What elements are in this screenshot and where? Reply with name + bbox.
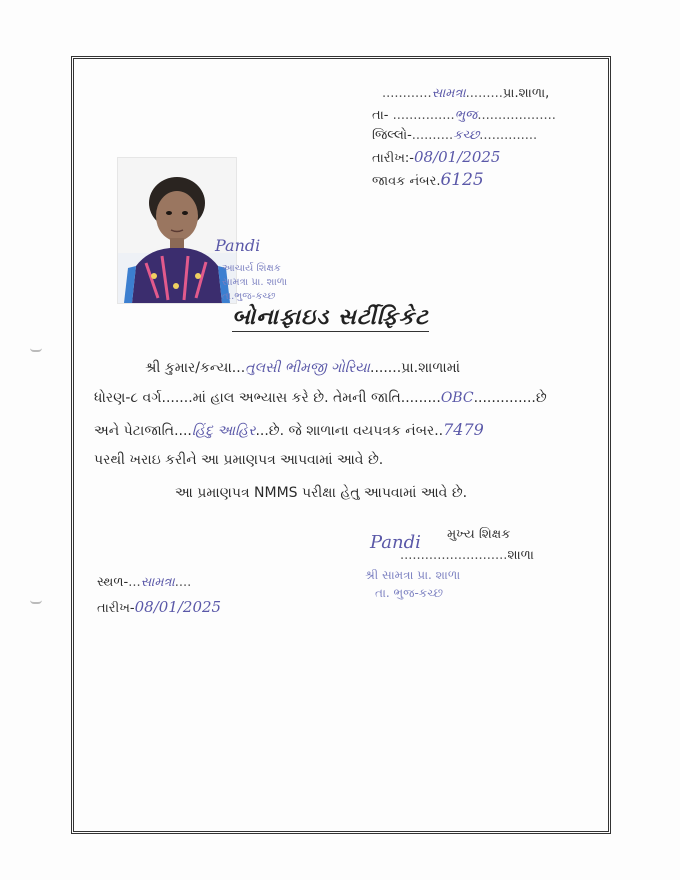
header-taluka: તા- ...............ભુજ................... bbox=[372, 108, 556, 123]
photo-stamp-line3: તા.ભુજ-કચ્છ bbox=[222, 291, 276, 302]
footer-date: તારીખ-08/01/2025 bbox=[97, 598, 222, 616]
header-district: જિલ્લો-..........કચ્છ.............. bbox=[372, 128, 538, 143]
header-school: ............સામત્રા.........પ્રા.શાળા, bbox=[382, 86, 550, 101]
header-outward-no: જાવક નંબર.6125 bbox=[372, 170, 484, 190]
district-value: કચ્છ bbox=[453, 128, 480, 143]
school-name: સામત્રા bbox=[431, 86, 466, 101]
photo-stamp-line1: આચાર્ય શિક્ષક bbox=[222, 263, 281, 274]
signature-stamp bbox=[365, 566, 460, 602]
punch-hole-bottom bbox=[30, 600, 42, 604]
signatory-school: ..........................શાળા bbox=[400, 548, 534, 563]
principal-signature: Pandi bbox=[370, 532, 421, 553]
stamp-line-2: તા. ભુજ-કચ્છ bbox=[375, 586, 443, 600]
signatory-title: મુખ્ય શિક્ષક bbox=[447, 527, 511, 542]
register-no-value: 7479 bbox=[443, 420, 484, 439]
body-line-4: પરથી ખરાઇ કરીને આ પ્રમાણપત્ર આપવામાં આવે છે. bbox=[94, 452, 384, 468]
footer-date-value: 08/01/2025 bbox=[134, 598, 222, 616]
outward-no-value: 6125 bbox=[440, 170, 484, 190]
footer-place: સ્થળ-...સામત્રા.... bbox=[97, 575, 192, 590]
subcaste-value: હિંદુ આહિર bbox=[191, 423, 256, 439]
header-date-value: 08/01/2025 bbox=[414, 148, 501, 166]
photo-stamp-line2: સામત્રા પ્રા. શાળા bbox=[222, 277, 288, 288]
body-line-1: શ્રી કુમાર/કન્યા...તુલસી ભીમજી ગોરિયા.......પ્રા.શાળામાં bbox=[145, 360, 461, 376]
body-line-5: આ પ્રમાણપત્ર NMMS પરીક્ષા હેતુ આપવામાં આવે છે. bbox=[175, 485, 468, 501]
body-line-2: ધોરણ-૮ વર્ગ.......માં હાલ અભ્યાસ કરે છે. તેમની જાતિ.........OBC..............છે bbox=[94, 390, 547, 406]
punch-hole-top bbox=[30, 348, 42, 352]
photo-stamp bbox=[222, 262, 287, 304]
student-photo bbox=[117, 157, 237, 304]
stamp-line-1: શ્રી સામત્રા પ્રા. શાળા bbox=[365, 568, 461, 582]
header-date: તારીખ:-08/01/2025 bbox=[372, 148, 501, 166]
body-line-3: અને પેટાજાતિ....હિંદુ આહિર...છે. જે શાળાના વયપત્રક નંબર..7479 bbox=[94, 420, 484, 439]
principal-sign-photo: Pandi bbox=[215, 236, 261, 255]
student-name: તુલસી ભીમજી ગોરિયા bbox=[245, 360, 370, 376]
certificate-title: બોનાફાઇડ સર્ટીફિકેટ bbox=[232, 305, 429, 330]
caste-value: OBC bbox=[440, 390, 474, 406]
taluka-value: ભુજ bbox=[454, 108, 478, 123]
place-value: સામત્રા bbox=[140, 575, 175, 590]
